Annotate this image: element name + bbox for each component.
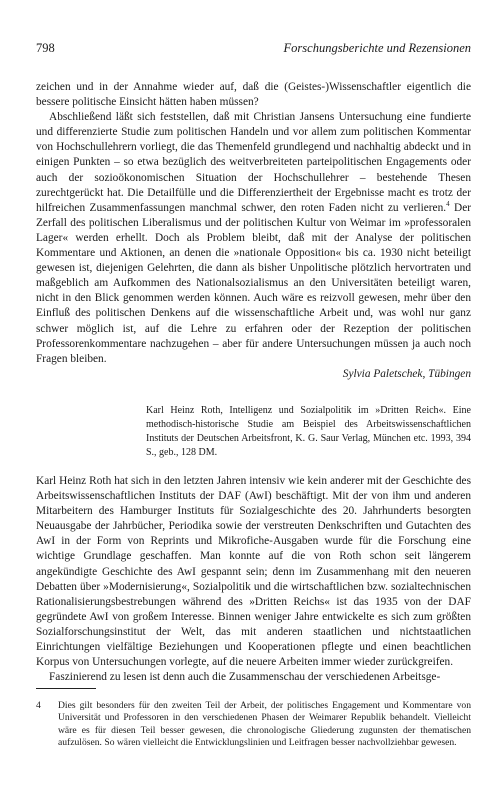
footnote (36, 700, 471, 750)
review-1-signature: Sylvia Paletschek, Tübingen (342, 367, 471, 380)
review-1-paragraph-2 (36, 110, 471, 367)
footnote-text: Dies gilt besonders für den zweiten Teil der Arbeit, der politisches Engagement und Kommentare von Universität und Professoren in den verschiedenen Phasen der Weimarer Republik behandelt. Vielleicht wäre es für diesen Teil besser gewesen, die chronologische Gliederung zugunsten der thematischen aufzulösen. So wären vielleicht die Entwicklungslinien und Leitfragen besser nachvollziehbar gewesen. (58, 700, 471, 749)
review-2-paragraph-1: Karl Heinz Roth hat sich in den letzten Jahren intensiv wie kein anderer mit der Geschichte des Arbeitswissenschaftlichen Instituts der DAF (AwI) beschäftigt. Mit der von ihm und anderen Mitarbeitern des Hamburger Instituts für Sozialgeschichte des 20. Jahrhunderts besorgten Neuausgabe der Jahrbücher, Periodika sowie der verstreuten Denkschriften und Gutachten des AwI in der Form von Reprints und Mikrofiche-Ausgaben wurde für die Forschung eine wichtige Grundlage geschaffen. Man konnte auf die von Roth schon seit längerem angekündigte Geschichte des AwI gespannt sein; denn im Zusammenhang mit den neueren Debatten über »Modernisierung«, Sozialpolitik und die wirtschaftlichen bzw. sozialtechnischen Rationalisierungsbestrebungen während des »Dritten Reichs« ist das 1935 von der DAF gegründete AwI von großem Interesse. Binnen weniger Jahre entwickelte es sich zum größten Sozialforschungsinstitut der Welt, das mit anderen staatlichen und nichtstaatlichen Einrichtungen vielfältige Beziehungen und Kooperationen pflegte und einen beachtlichen Korpus von Untersuchungen vorlegte, auf die neuere Arbeiten immer wieder zurückgreifen. (36, 475, 471, 669)
page-number: 798 (36, 41, 55, 55)
running-head: Forschungsberichte und Rezensionen (283, 41, 471, 55)
review-2-bibliographic-entry: Karl Heinz Roth, Intelligenz und Sozialpolitik im »Dritten Reich«. Eine methodisch-historische Studie am Beispiel des Arbeitswissenschaftlichen Instituts der Deutschen Arbeitsfront, K. G. Saur Verlag, München etc. 1993, 394 S., geb., 128 DM. (146, 405, 471, 458)
review-2-body (36, 474, 471, 685)
review-1-paragraph-2-part-2: Der Zerfall des politischen Liberalismus und der politischen Kultur von Weimar im »professoralen Lager« werden erhellt. Doch als Problem bleibt, daß mit der Analyse der politischen Kommentare und Aktionen, an denen die »nationale Opposition« bis ca. 1930 nicht beteiligt gewesen ist, diejenigen Gelehrten, die dann als bisher Unpolitische plötzlich hervortraten und maßgeblich am Aufkommen des Nationalsozialismus an den Universitäten beteiligt waren, nicht in den Blick genommen werden können. Auch wäre es reizvoll gewesen, mehr über den Einfluß des politischen Denkens auf die wissenschaftliche Arbeit und, was wohl nur ganz schwer möglich ist, auf die Lehre zu erfahren oder der Rezeption der politischen Professorenkommentare nachzugehen – aber für andere Untersuchungen müssen ja auch noch Fragen bleiben. (36, 201, 472, 365)
footnote-divider (36, 688, 96, 689)
page-header (36, 41, 471, 57)
footnote-reference: 4 (446, 199, 450, 208)
review-1-paragraph-1: zeichen und in der Annahme wieder auf, daß die (Geistes-)Wissenschaftler eigentlich die bessere politische Einsicht hätten haben müssen? (36, 81, 471, 109)
review-1-paragraph-2-part-1: Abschließend läßt sich feststellen, daß mit Christian Jansens Untersuchung eine fundierte und differenzierte Studie zum politischen Handeln und vor allem zum politischen Kommentar von Hochschullehrern vorliegt, die das Themenfeld grundlegend und nachhaltig abdeckt und in einigen Punkten – so etwa bezüglich des weitverbreiteten parteipolitischen Engagements oder auch der sozioökonomischen Situation der Hochschullehrer – bestehende Thesen zurechtgerückt hat. Die Detailfülle und die Differenziertheit der Ergebnisse macht es trotz der hilfreichen Zusammenfassungen manchmal schwer, den roten Faden nicht zu verlieren. (36, 111, 471, 214)
review-2-paragraph-2: Faszinierend zu lesen ist denn auch die Zusammenschau der verschiedenen Arbeitsge- (49, 671, 441, 684)
footnote-number: 4 (36, 700, 41, 711)
review-1-body (36, 80, 471, 382)
